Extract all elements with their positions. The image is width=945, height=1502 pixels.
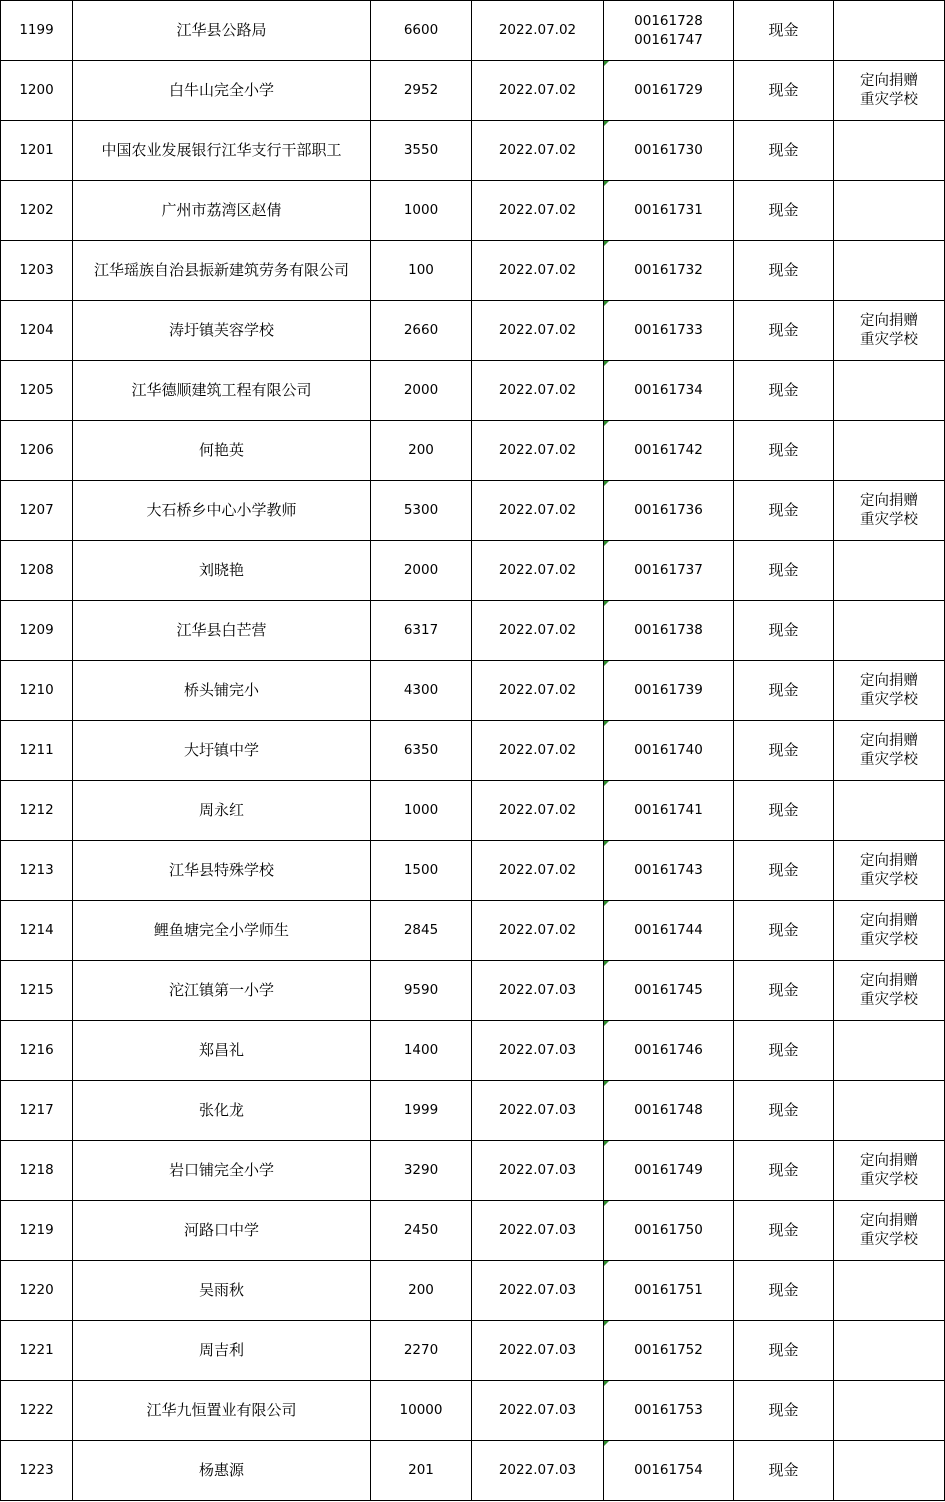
date-cell: 2022.07.02: [472, 61, 604, 121]
cell-comment-marker-icon: [604, 841, 609, 846]
cell-comment-marker-icon: [604, 121, 609, 126]
table-row: [1, 1261, 945, 1321]
donor-name-cell: 何艳英: [73, 421, 371, 481]
cell-comment-marker-icon: [604, 781, 609, 786]
cell-comment-marker-icon: [604, 1141, 609, 1146]
cell-comment-marker-icon: [604, 961, 609, 966]
receipt-number: 00161746: [634, 1042, 703, 1058]
amount-cell: 2000: [371, 541, 472, 601]
row-number-cell: 1207: [1, 481, 73, 541]
date-cell: 2022.07.02: [472, 901, 604, 961]
payment-type-cell: 现金: [734, 1261, 834, 1321]
receipt-number: 00161751: [634, 1282, 703, 1298]
receipt-number-cell: [604, 241, 734, 301]
receipt-number-cell: [604, 1201, 734, 1261]
cell-comment-marker-icon: [604, 61, 609, 66]
remark-line: 重灾学校: [860, 331, 918, 348]
remark-cell: [834, 1201, 945, 1261]
payment-type-cell: 现金: [734, 961, 834, 1021]
receipt-number: 00161732: [634, 262, 703, 278]
receipt-number: 00161737: [634, 562, 703, 578]
table-row: [1, 541, 945, 601]
donor-name-cell: 周吉利: [73, 1321, 371, 1381]
date-cell: 2022.07.03: [472, 1261, 604, 1321]
receipt-number: 00161738: [634, 622, 703, 638]
remark-cell: [834, 1141, 945, 1201]
amount-cell: 2450: [371, 1201, 472, 1261]
table-row: [1, 481, 945, 541]
table-row: [1, 1141, 945, 1201]
date-cell: 2022.07.03: [472, 1321, 604, 1381]
date-cell: 2022.07.02: [472, 841, 604, 901]
remark-line: 定向捐赠: [860, 852, 918, 869]
date-cell: 2022.07.02: [472, 301, 604, 361]
cell-comment-marker-icon: [604, 181, 609, 186]
date-cell: 2022.07.03: [472, 1081, 604, 1141]
remark-cell: [834, 1381, 945, 1441]
row-number-cell: 1221: [1, 1321, 73, 1381]
cell-comment-marker-icon: [604, 241, 609, 246]
donor-name-cell: 江华县特殊学校: [73, 841, 371, 901]
remark-cell: [834, 961, 945, 1021]
cell-comment-marker-icon: [604, 1261, 609, 1266]
receipt-number: 00161730: [634, 142, 703, 158]
row-number-cell: 1217: [1, 1081, 73, 1141]
table-row: [1, 961, 945, 1021]
receipt-number-cell: [604, 1441, 734, 1501]
receipt-number: 00161728: [634, 12, 703, 29]
table-row: [1, 61, 945, 121]
remark-cell: [834, 1081, 945, 1141]
date-cell: 2022.07.03: [472, 1141, 604, 1201]
table-row: [1, 1021, 945, 1081]
amount-cell: 3550: [371, 121, 472, 181]
remark-cell: [834, 1261, 945, 1321]
remark-cell: [834, 1021, 945, 1081]
donor-name-cell: 白牛山完全小学: [73, 61, 371, 121]
payment-type-cell: 现金: [734, 841, 834, 901]
date-cell: 2022.07.02: [472, 241, 604, 301]
receipt-number-cell: [604, 1321, 734, 1381]
payment-type-cell: 现金: [734, 1321, 834, 1381]
date-cell: 2022.07.02: [472, 601, 604, 661]
donor-name-cell: 江华瑶族自治县振新建筑劳务有限公司: [73, 241, 371, 301]
date-cell: 2022.07.02: [472, 781, 604, 841]
amount-cell: 2952: [371, 61, 472, 121]
remark-cell: [834, 121, 945, 181]
donor-name-cell: 涛圩镇芙容学校: [73, 301, 371, 361]
receipt-number-cell: [604, 181, 734, 241]
remark-cell: [834, 421, 945, 481]
donor-name-cell: 大圩镇中学: [73, 721, 371, 781]
amount-cell: 1400: [371, 1021, 472, 1081]
receipt-number: 00161742: [634, 442, 703, 458]
table-row: [1, 661, 945, 721]
cell-comment-marker-icon: [604, 1201, 609, 1206]
row-number-cell: 1209: [1, 601, 73, 661]
remark-line: 定向捐赠: [860, 312, 918, 329]
receipt-number: 00161740: [634, 742, 703, 758]
remark-line: 重灾学校: [860, 751, 918, 768]
receipt-number: 00161745: [634, 982, 703, 998]
amount-cell: 100: [371, 241, 472, 301]
payment-type-cell: 现金: [734, 481, 834, 541]
table-row: [1, 901, 945, 961]
cell-comment-marker-icon: [604, 721, 609, 726]
receipt-number-cell: [604, 841, 734, 901]
date-cell: 2022.07.02: [472, 481, 604, 541]
payment-type-cell: 现金: [734, 1021, 834, 1081]
amount-cell: 5300: [371, 481, 472, 541]
amount-cell: 200: [371, 1261, 472, 1321]
payment-type-cell: 现金: [734, 61, 834, 121]
row-number-cell: 1202: [1, 181, 73, 241]
date-cell: 2022.07.02: [472, 181, 604, 241]
row-number-cell: 1220: [1, 1261, 73, 1321]
remark-line: 定向捐赠: [860, 972, 918, 989]
date-cell: 2022.07.02: [472, 541, 604, 601]
cell-comment-marker-icon: [604, 601, 609, 606]
payment-type-cell: 现金: [734, 721, 834, 781]
donor-name-cell: 江华九恒置业有限公司: [73, 1381, 371, 1441]
date-cell: 2022.07.03: [472, 1381, 604, 1441]
receipt-number-cell: [604, 661, 734, 721]
remark-line: 重灾学校: [860, 91, 918, 108]
amount-cell: 2660: [371, 301, 472, 361]
donor-name-cell: 江华德顺建筑工程有限公司: [73, 361, 371, 421]
payment-type-cell: 现金: [734, 1441, 834, 1501]
remark-line: 定向捐赠: [860, 912, 918, 929]
ledger-body: [1, 1, 945, 1501]
receipt-number-cell: [604, 1081, 734, 1141]
receipt-number-cell: [604, 1261, 734, 1321]
remark-line: 重灾学校: [860, 931, 918, 948]
cell-comment-marker-icon: [604, 421, 609, 426]
cell-comment-marker-icon: [604, 301, 609, 306]
table-row: [1, 1201, 945, 1261]
date-cell: 2022.07.02: [472, 421, 604, 481]
row-number-cell: 1219: [1, 1201, 73, 1261]
payment-type-cell: 现金: [734, 781, 834, 841]
row-number-cell: 1208: [1, 541, 73, 601]
table-row: [1, 601, 945, 661]
remark-cell: [834, 721, 945, 781]
amount-cell: 1000: [371, 181, 472, 241]
remark-line: 定向捐赠: [860, 492, 918, 509]
date-cell: 2022.07.02: [472, 1, 604, 61]
receipt-number-cell: [604, 901, 734, 961]
row-number-cell: 1216: [1, 1021, 73, 1081]
amount-cell: 6600: [371, 1, 472, 61]
amount-cell: 1500: [371, 841, 472, 901]
payment-type-cell: 现金: [734, 181, 834, 241]
row-number-cell: 1200: [1, 61, 73, 121]
donor-name-cell: 岩口铺完全小学: [73, 1141, 371, 1201]
cell-comment-marker-icon: [604, 901, 609, 906]
receipt-number: 00161754: [634, 1462, 703, 1478]
amount-cell: 6317: [371, 601, 472, 661]
donor-name-cell: 郑昌礼: [73, 1021, 371, 1081]
receipt-number: 00161748: [634, 1102, 703, 1118]
payment-type-cell: 现金: [734, 1381, 834, 1441]
table-row: [1, 361, 945, 421]
payment-type-cell: 现金: [734, 121, 834, 181]
row-number-cell: 1203: [1, 241, 73, 301]
donor-name-cell: 中国农业发展银行江华支行干部职工: [73, 121, 371, 181]
date-cell: 2022.07.03: [472, 1201, 604, 1261]
table-row: [1, 421, 945, 481]
date-cell: 2022.07.03: [472, 1441, 604, 1501]
receipt-number: 00161753: [634, 1402, 703, 1418]
cell-comment-marker-icon: [604, 1081, 609, 1086]
row-number-cell: 1212: [1, 781, 73, 841]
donor-name-cell: 广州市荔湾区赵倩: [73, 181, 371, 241]
remark-cell: [834, 1441, 945, 1501]
donor-name-cell: 刘晓艳: [73, 541, 371, 601]
remark-line: 定向捐赠: [860, 1152, 918, 1169]
receipt-number-cell: [604, 301, 734, 361]
table-row: [1, 121, 945, 181]
donor-name-cell: 鲤鱼塘完全小学师生: [73, 901, 371, 961]
cell-comment-marker-icon: [604, 1381, 609, 1386]
row-number-cell: 1213: [1, 841, 73, 901]
receipt-number: 00161733: [634, 322, 703, 338]
cell-comment-marker-icon: [604, 541, 609, 546]
row-number-cell: 1222: [1, 1381, 73, 1441]
table-row: [1, 1321, 945, 1381]
receipt-number: 00161741: [634, 802, 703, 818]
remark-line: 重灾学校: [860, 991, 918, 1008]
payment-type-cell: 现金: [734, 661, 834, 721]
row-number-cell: 1211: [1, 721, 73, 781]
receipt-number: 00161729: [634, 82, 703, 98]
remark-line: 定向捐赠: [860, 672, 918, 689]
amount-cell: 2270: [371, 1321, 472, 1381]
remark-cell: [834, 781, 945, 841]
donor-name-cell: 周永红: [73, 781, 371, 841]
receipt-number-cell: [604, 361, 734, 421]
remark-line: 重灾学校: [860, 1231, 918, 1248]
row-number-cell: 1206: [1, 421, 73, 481]
donor-name-cell: 江华县公路局: [73, 1, 371, 61]
remark-cell: [834, 1321, 945, 1381]
remark-cell: [834, 841, 945, 901]
cell-comment-marker-icon: [604, 1321, 609, 1326]
row-number-cell: 1204: [1, 301, 73, 361]
payment-type-cell: 现金: [734, 361, 834, 421]
cell-comment-marker-icon: [604, 1441, 609, 1446]
payment-type-cell: 现金: [734, 901, 834, 961]
remark-line: 重灾学校: [860, 1171, 918, 1188]
remark-cell: [834, 241, 945, 301]
payment-type-cell: 现金: [734, 421, 834, 481]
table-row: [1, 181, 945, 241]
remark-cell: [834, 541, 945, 601]
remark-cell: [834, 301, 945, 361]
receipt-number-cell: [604, 61, 734, 121]
donor-name-cell: 桥头铺完小: [73, 661, 371, 721]
row-number-cell: 1201: [1, 121, 73, 181]
table-row: [1, 1081, 945, 1141]
donor-name-cell: 大石桥乡中心小学教师: [73, 481, 371, 541]
remark-cell: [834, 661, 945, 721]
table-row: [1, 1441, 945, 1501]
receipt-number-cell: [604, 1021, 734, 1081]
date-cell: 2022.07.03: [472, 961, 604, 1021]
row-number-cell: 1218: [1, 1141, 73, 1201]
donor-name-cell: 河路口中学: [73, 1201, 371, 1261]
table-row: [1, 721, 945, 781]
remark-cell: [834, 1, 945, 61]
remark-cell: [834, 61, 945, 121]
receipt-number: 00161731: [634, 202, 703, 218]
donor-name-cell: 吴雨秋: [73, 1261, 371, 1321]
amount-cell: 1000: [371, 781, 472, 841]
table-row: [1, 301, 945, 361]
cell-comment-marker-icon: [604, 1021, 609, 1026]
receipt-number-cell: [604, 721, 734, 781]
remark-line: 定向捐赠: [860, 1212, 918, 1229]
amount-cell: 10000: [371, 1381, 472, 1441]
remark-line: 定向捐赠: [860, 72, 918, 89]
amount-cell: 2000: [371, 361, 472, 421]
date-cell: 2022.07.02: [472, 361, 604, 421]
table-row: [1, 781, 945, 841]
receipt-number: 00161752: [634, 1342, 703, 1358]
date-cell: 2022.07.03: [472, 1021, 604, 1081]
amount-cell: 201: [371, 1441, 472, 1501]
donor-name-cell: 沱江镇第一小学: [73, 961, 371, 1021]
receipt-number: 00161750: [634, 1222, 703, 1238]
date-cell: 2022.07.02: [472, 121, 604, 181]
payment-type-cell: 现金: [734, 601, 834, 661]
payment-type-cell: 现金: [734, 541, 834, 601]
row-number-cell: 1199: [1, 1, 73, 61]
amount-cell: 4300: [371, 661, 472, 721]
amount-cell: 1999: [371, 1081, 472, 1141]
receipt-number: 00161747: [634, 31, 703, 48]
payment-type-cell: 现金: [734, 301, 834, 361]
table-row: [1, 241, 945, 301]
row-number-cell: 1205: [1, 361, 73, 421]
row-number-cell: 1210: [1, 661, 73, 721]
remark-cell: [834, 481, 945, 541]
row-number-cell: 1214: [1, 901, 73, 961]
amount-cell: 2845: [371, 901, 472, 961]
receipt-number-cell: [604, 121, 734, 181]
cell-comment-marker-icon: [604, 481, 609, 486]
row-number-cell: 1223: [1, 1441, 73, 1501]
table-row: [1, 1381, 945, 1441]
payment-type-cell: 现金: [734, 1081, 834, 1141]
remark-cell: [834, 601, 945, 661]
receipt-number-cell: [604, 1141, 734, 1201]
cell-comment-marker-icon: [604, 661, 609, 666]
receipt-number-cell: [604, 541, 734, 601]
date-cell: 2022.07.02: [472, 721, 604, 781]
donor-name-cell: 江华县白芒营: [73, 601, 371, 661]
remark-cell: [834, 181, 945, 241]
row-number-cell: 1215: [1, 961, 73, 1021]
cell-comment-marker-icon: [604, 361, 609, 366]
receipt-number-cell: [604, 601, 734, 661]
amount-cell: 200: [371, 421, 472, 481]
payment-type-cell: 现金: [734, 1201, 834, 1261]
remark-cell: [834, 361, 945, 421]
remark-line: 定向捐赠: [860, 732, 918, 749]
receipt-number-cell: [604, 421, 734, 481]
remark-cell: [834, 901, 945, 961]
donor-name-cell: 杨惠源: [73, 1441, 371, 1501]
date-cell: 2022.07.02: [472, 661, 604, 721]
receipt-number: 00161739: [634, 682, 703, 698]
receipt-number: 00161743: [634, 862, 703, 878]
amount-cell: 9590: [371, 961, 472, 1021]
receipt-number-cell: [604, 961, 734, 1021]
receipt-number: 00161736: [634, 502, 703, 518]
amount-cell: 3290: [371, 1141, 472, 1201]
donor-name-cell: 张化龙: [73, 1081, 371, 1141]
receipt-number-cell: [604, 1381, 734, 1441]
receipt-number-cell: [604, 1, 734, 61]
table-row: [1, 841, 945, 901]
receipt-number: 00161734: [634, 382, 703, 398]
receipt-number: 00161749: [634, 1162, 703, 1178]
table-row: [1, 1, 945, 61]
remark-line: 重灾学校: [860, 691, 918, 708]
remark-line: 重灾学校: [860, 871, 918, 888]
receipt-number: 00161744: [634, 922, 703, 938]
payment-type-cell: 现金: [734, 1, 834, 61]
payment-type-cell: 现金: [734, 241, 834, 301]
remark-line: 重灾学校: [860, 511, 918, 528]
receipt-number-cell: [604, 781, 734, 841]
amount-cell: 6350: [371, 721, 472, 781]
payment-type-cell: 现金: [734, 1141, 834, 1201]
receipt-number-cell: [604, 481, 734, 541]
